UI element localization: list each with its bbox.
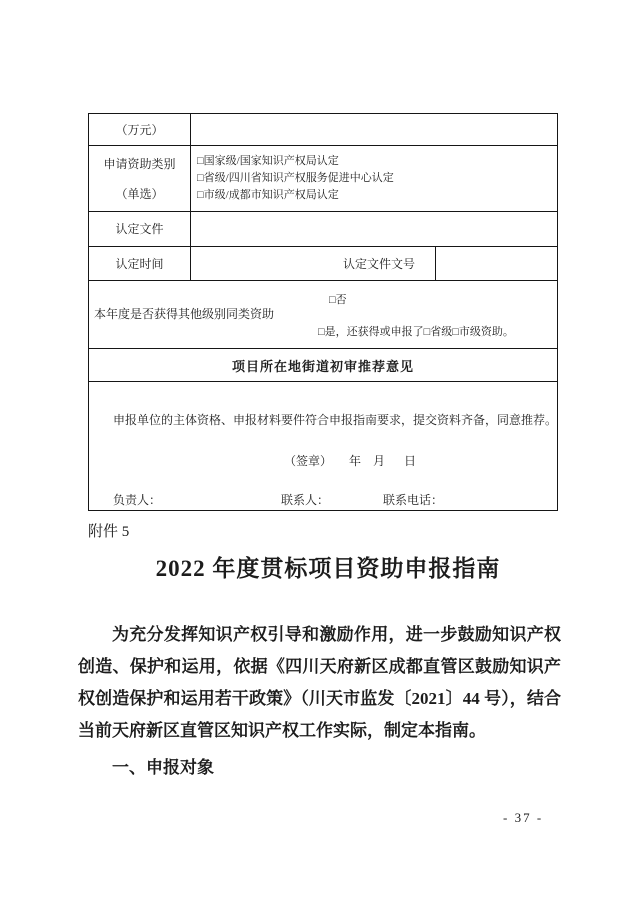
- checkbox-option-yes: □是，还获得或申报了□省级□市级资助。: [318, 326, 514, 338]
- other-subsidy-label: 本年度是否获得其他级别同类资助: [94, 307, 275, 321]
- signature-seal-label: （签章）: [284, 454, 333, 468]
- certification-file-label: 认定文件: [89, 212, 191, 246]
- contact-phone-label: 联系电话：: [383, 493, 444, 507]
- checkbox-option-provincial: □省级/四川省知识产权服务促进中心认定: [197, 172, 394, 184]
- subsidy-category-options: [191, 146, 557, 211]
- checkbox-option-municipal: □市级/成都市知识产权局认定: [197, 189, 339, 201]
- section-heading-application-targets: 一、申报对象: [112, 758, 214, 777]
- table-row-subsidy-category: [89, 146, 557, 212]
- table-row-recommend-header: [89, 349, 557, 382]
- subsidy-category-label: 申请资助类别（单选）: [89, 146, 191, 211]
- table-row-amount-unit: [89, 114, 557, 146]
- page-number: - 37 -: [503, 810, 544, 825]
- recommend-statement: 申报单位的主体资格、申报材料要件符合申报指南要求，提交资料齐备，同意推荐。: [113, 413, 558, 427]
- amount-unit-label: （万元）: [89, 114, 191, 145]
- certification-doc-number-label: 认定文件文号: [191, 247, 436, 280]
- checkbox-option-national: □国家级/国家知识产权局认定: [197, 155, 339, 167]
- table-row-other-subsidy: [89, 281, 557, 349]
- table-row-recommend-body: [89, 382, 557, 510]
- date-month-label: 月: [373, 454, 386, 468]
- document-title: 2022 年度贯标项目资助申报指南: [155, 556, 501, 581]
- table-row-certification-file: [89, 212, 557, 247]
- checkbox-option-no: □否: [329, 294, 347, 306]
- responsible-person-label: 负责人：: [113, 493, 162, 507]
- table-row-certification-time: [89, 247, 557, 281]
- certification-file-value: [191, 212, 557, 246]
- recommend-header-label: 项目所在地街道初审推荐意见: [231, 358, 414, 374]
- attachment-label: 附件 5: [88, 524, 130, 540]
- intro-paragraph: 为充分发挥知识产权引导和激励作用，进一步鼓励知识产权创造、保护和运用，依据《四川天府新区成都直管区鼓励知识产权创造保护和运用若干政策》（川天市监发〔2021〕44 号），结合当前天府新区直管区知识产权工作实际，制定本指南。: [78, 625, 561, 740]
- date-day-label: 日: [404, 454, 417, 468]
- application-form-table: [88, 113, 558, 511]
- certification-doc-number-value: [436, 247, 557, 280]
- amount-value-cell: [191, 114, 557, 145]
- date-year-label: 年: [349, 454, 362, 468]
- contact-person-label: 联系人：: [281, 493, 330, 507]
- certification-time-label: 认定时间: [89, 247, 191, 280]
